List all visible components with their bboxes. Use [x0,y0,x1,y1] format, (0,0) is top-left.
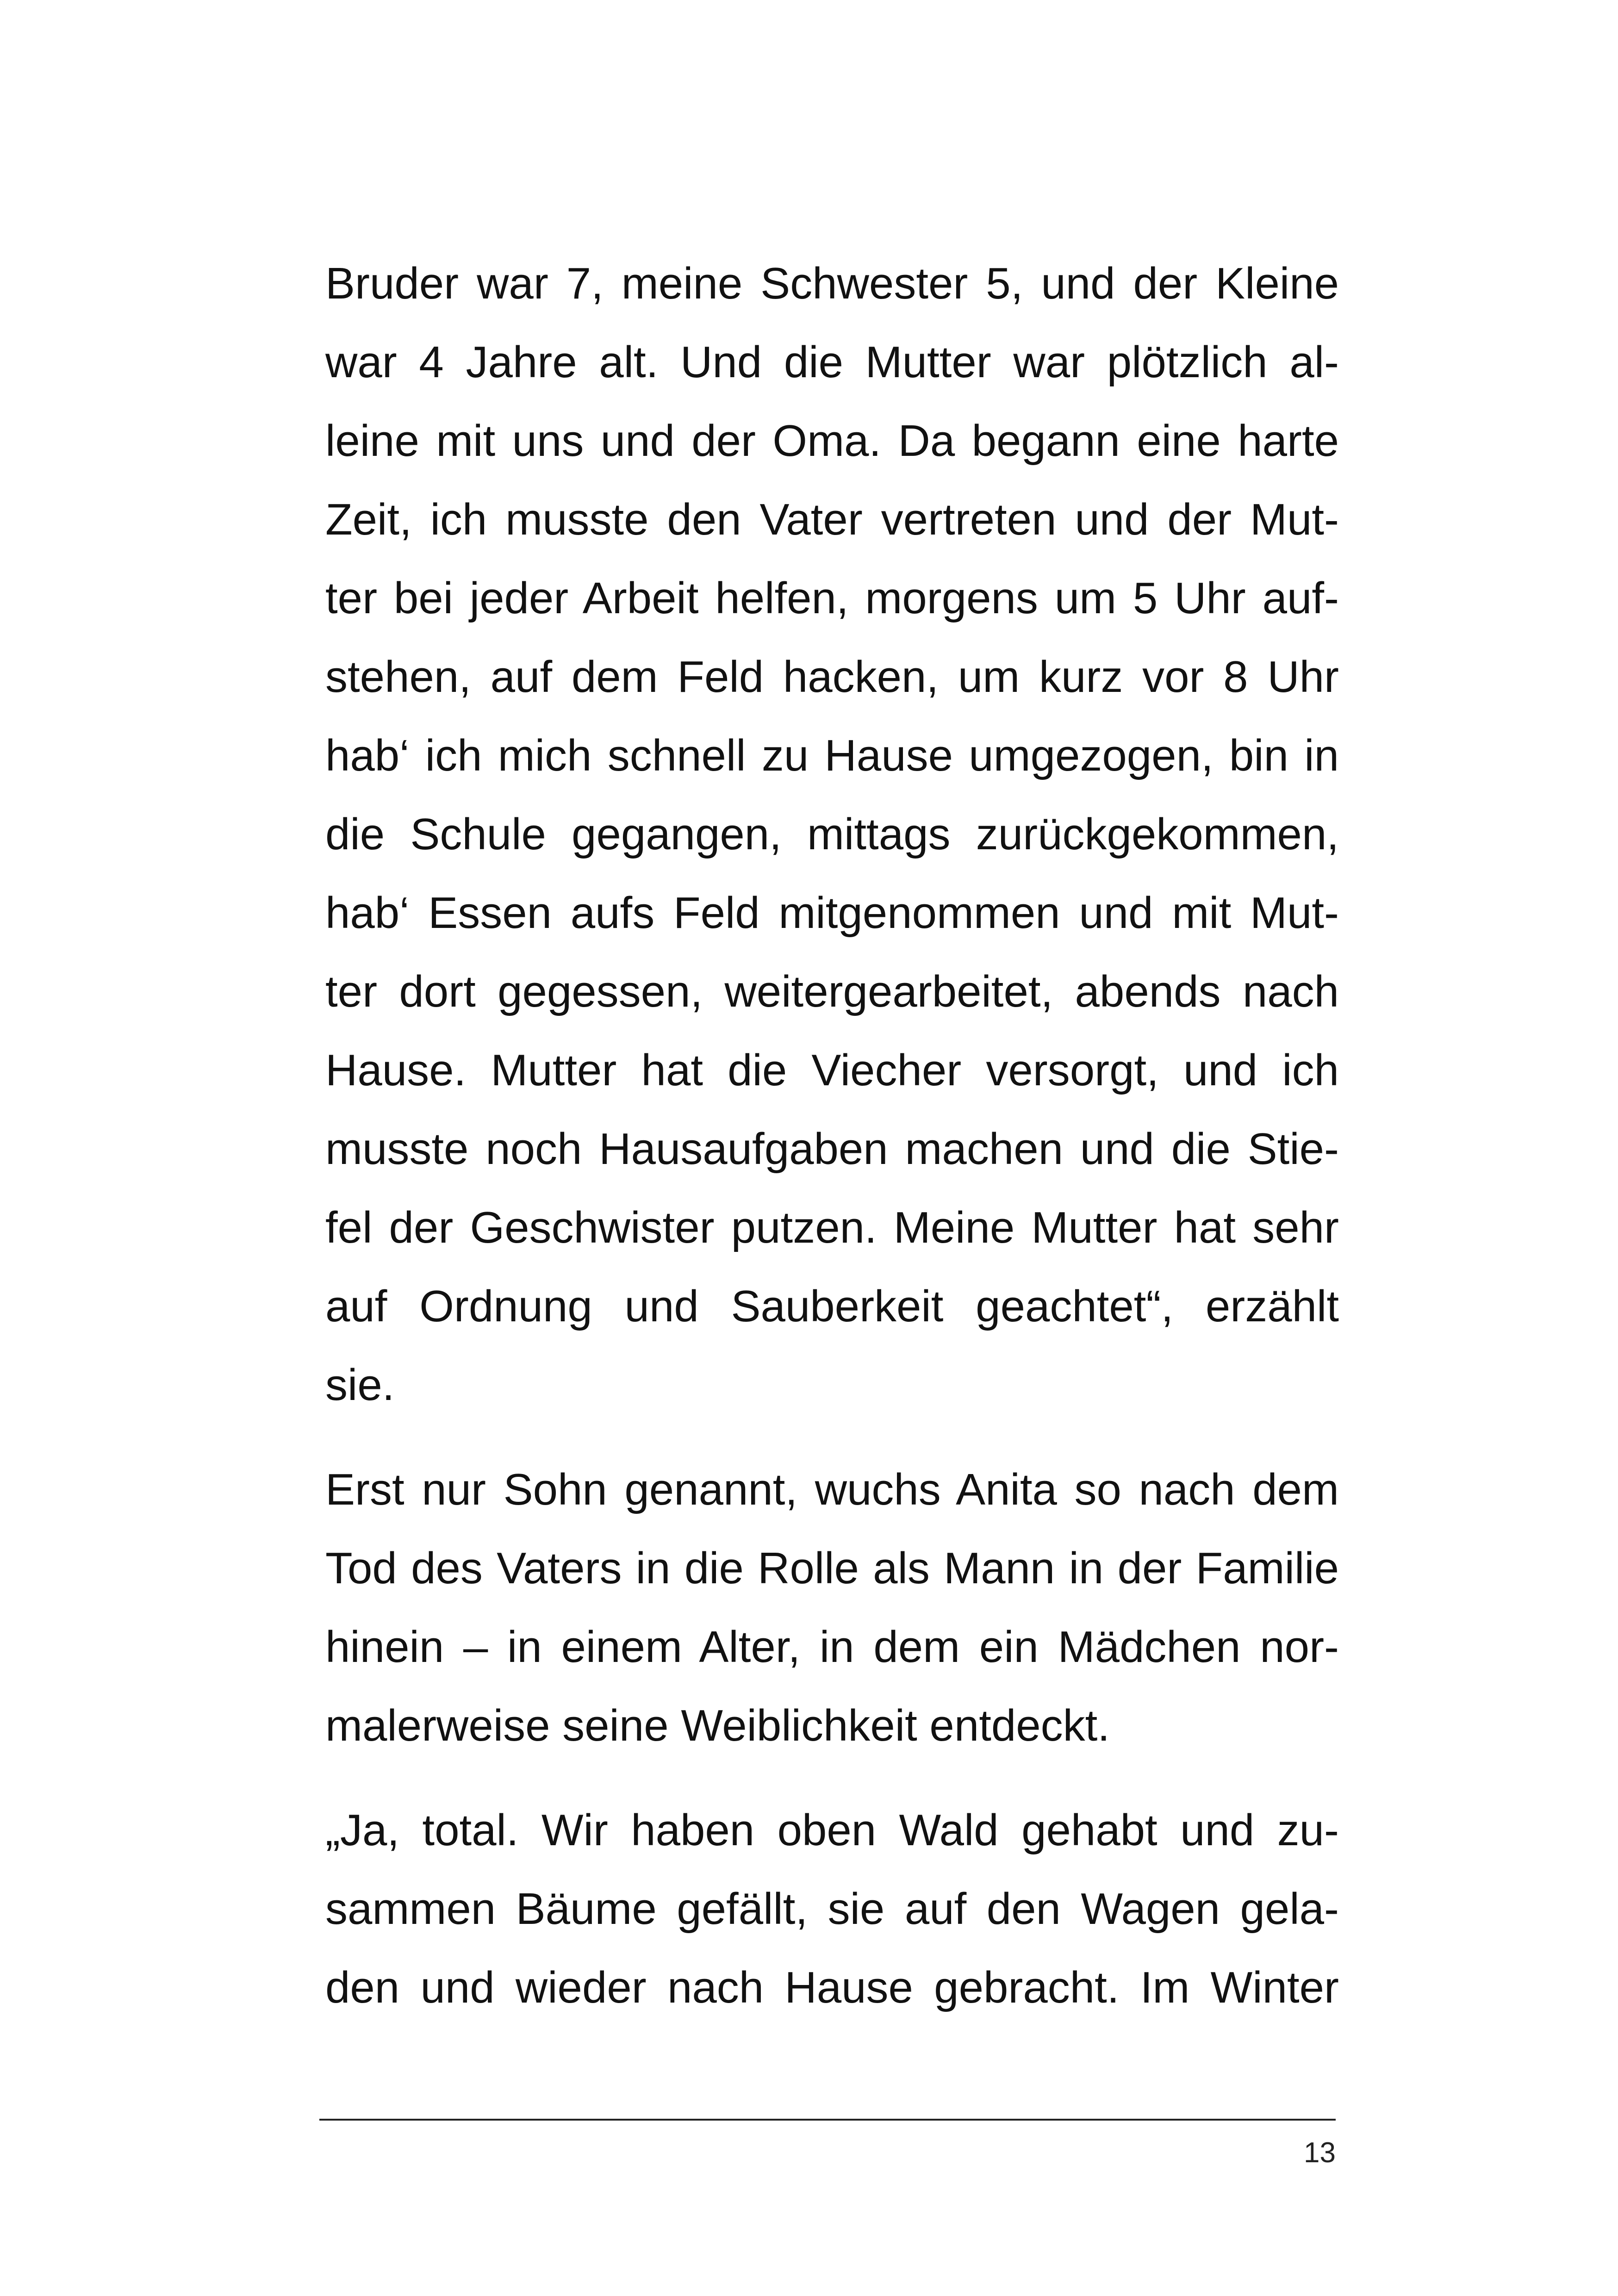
text-line: war 4 Jahre alt. Und die Mutter war plötzlich al- [325,337,1339,387]
paragraph [325,1450,1339,1765]
body-text [325,244,1339,2027]
text-line: leine mit uns und der Oma. Da begann eine harte [325,416,1339,466]
text-line: hab‘ Essen aufs Feld mitgenommen und mit Mut- [325,888,1339,938]
paragraph [325,1791,1339,2027]
text-line: ter dort gegessen, weitergearbeitet, abends nach [325,967,1339,1016]
text-line: sammen Bäume gefällt, sie auf den Wagen gela- [325,1884,1339,1934]
text-line: hab‘ ich mich schnell zu Hause umgezogen, bin in [325,731,1339,780]
paragraph-spacer [325,1765,1339,1791]
text-line: fel der Geschwister putzen. Meine Mutter hat sehr [325,1203,1339,1252]
footer-divider [319,2119,1336,2121]
text-line: Erst nur Sohn genannt, wuchs Anita so nach dem [325,1465,1339,1514]
text-line: den und wieder nach Hause gebracht. Im Winter [325,1963,1339,2012]
text-line: ter bei jeder Arbeit helfen, morgens um 5 Uhr auf- [325,573,1339,623]
text-line: Tod des Vaters in die Rolle als Mann in der Familie [325,1543,1339,1593]
text-line: malerweise seine Weiblichkeit entdeckt. [325,1701,1110,1750]
text-line: die Schule gegangen, mittags zurückgekommen, [325,809,1339,859]
text-line: hinein – in einem Alter, in dem ein Mädchen nor- [325,1622,1339,1672]
text-line: musste noch Hausaufgaben machen und die Stie- [325,1124,1339,1174]
text-line: sie. [325,1360,395,1410]
paragraph-spacer [325,1425,1339,1450]
text-line: „Ja, total. Wir haben oben Wald gehabt und zu- [325,1805,1339,1855]
paragraph [325,244,1339,1425]
text-line: stehen, auf dem Feld hacken, um kurz vor 8 Uhr [325,652,1339,702]
text-line: Bruder war 7, meine Schwester 5, und der Kleine [325,259,1339,308]
page-number: 13 [1304,2137,1336,2169]
text-line: auf Ordnung und Sauberkeit geachtet“, erzählt [325,1282,1339,1331]
text-line: Hause. Mutter hat die Viecher versorgt, und ich [325,1045,1339,1095]
text-line: Zeit, ich musste den Vater vertreten und der Mut- [325,495,1339,544]
